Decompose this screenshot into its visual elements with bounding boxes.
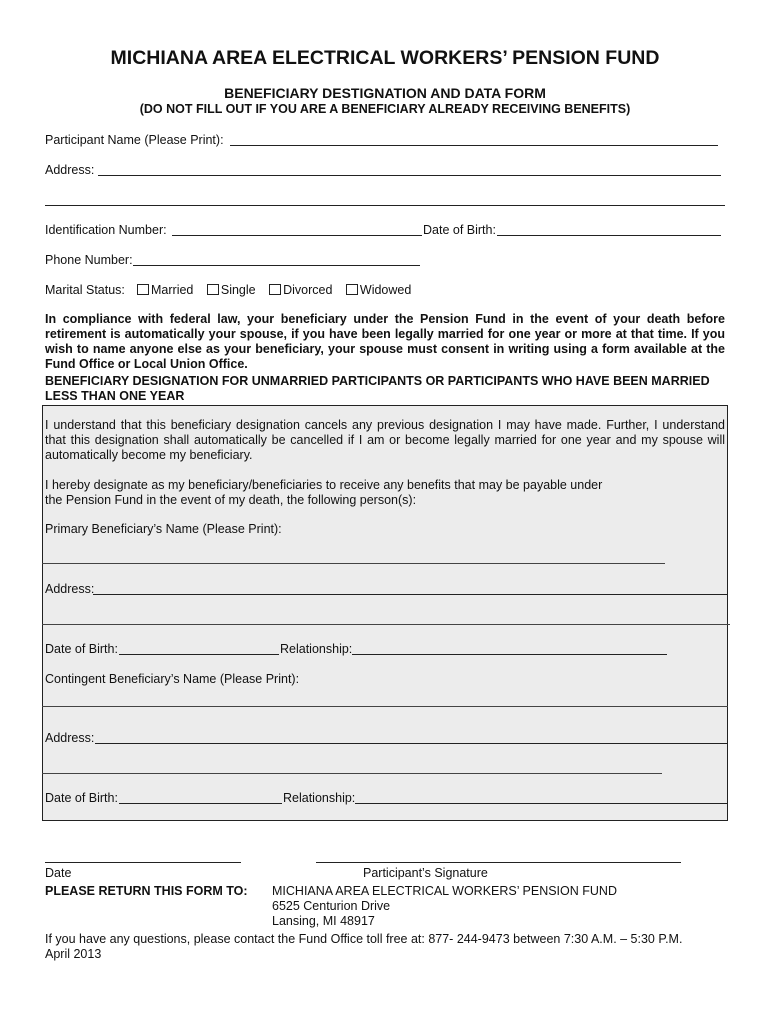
participant-address-label: Address: [45,163,95,177]
designate-paragraph-line2: the Pension Fund in the event of my death, the following person(s): [45,493,417,507]
married-checkbox[interactable] [137,284,149,295]
marital-status-options [137,283,421,298]
cancellation-paragraph: I understand that this beneficiary designation cancels any previous designation I may have made. Further, I understand that this designation shall automatically be cancelled if I am or become legally married for one year and my spouse will automatically become my beneficiary. [45,418,725,462]
form-warning: (DO NOT FILL OUT IF YOU ARE A BENEFICIARY ALREADY RECEIVING BENEFITS) [139,102,631,116]
contingent-dob-label: Date of Birth: [45,791,118,805]
federal-law-notice: In compliance with federal law, your beneficiary under the Pension Fund in the event of your death before retirement is automatically your spouse, if you have been legally married for one year or more at that time. If you wish to name anyone else as your beneficiary, your spouse must consent in writing using a form available at the Fund Office or Local Union Office. [45,312,725,371]
primary-address-field[interactable] [93,594,728,595]
form-subtitle: BENEFICIARY DESTIGNATION AND DATA FORM [224,85,546,101]
primary-dob-label: Date of Birth: [45,642,118,656]
date-label: Date [45,866,72,880]
contingent-address-field[interactable] [95,743,728,744]
participant-signature-field[interactable] [316,862,681,863]
primary-dob-field[interactable] [119,654,279,655]
phone-number-label: Phone Number: [45,253,133,267]
contingent-beneficiary-name-field[interactable] [42,706,728,707]
identification-number-label: Identification Number: [45,223,167,237]
participant-dob-label: Date of Birth: [423,223,496,237]
return-address-line2: 6525 Centurion Drive [272,899,391,913]
divorced-checkbox[interactable] [269,284,281,295]
phone-number-field[interactable] [133,265,420,266]
contingent-relationship-label: Relationship: [283,791,356,805]
date-signature-field[interactable] [45,862,241,863]
widowed-checkbox[interactable] [346,284,358,295]
single-checkbox[interactable] [207,284,219,295]
primary-relationship-field[interactable] [352,654,667,655]
marital-status-label: Marital Status: [45,283,125,297]
participant-dob-field[interactable] [497,235,721,236]
primary-relationship-label: Relationship: [280,642,353,656]
primary-beneficiary-name-field[interactable] [42,563,665,564]
primary-address-label: Address: [45,582,95,596]
contingent-relationship-field[interactable] [355,803,728,804]
participant-address-field[interactable] [98,175,721,176]
questions-contact-text: If you have any questions, please contact the Fund Office toll free at: 877- 244-9473 between 7:30 A.M. – 5:30 P.M. [45,932,683,946]
identification-number-field[interactable] [172,235,422,236]
contingent-beneficiary-name-label: Contingent Beneficiary’s Name (Please Print): [45,672,300,686]
return-form-label: PLEASE RETURN THIS FORM TO: [45,884,248,898]
contingent-address-field-line2[interactable] [42,773,662,774]
primary-beneficiary-name-label: Primary Beneficiary’s Name (Please Print): [45,522,282,536]
beneficiary-designation-header: BENEFICIARY DESIGNATION FOR UNMARRIED PARTICIPANTS OR PARTICIPANTS WHO HAVE BEEN MARRIED LESS THAN ONE YEAR [42,374,728,406]
marital-option-widowed[interactable]: Widowed [346,283,411,297]
contingent-dob-field[interactable] [119,803,282,804]
contingent-address-label: Address: [45,731,95,745]
designate-paragraph-line1: I hereby designate as my beneficiary/beneficiaries to receive any benefits that may be payable under [45,478,603,492]
participant-name-label: Participant Name (Please Print): [45,133,224,147]
marital-option-divorced[interactable]: Divorced [269,283,332,297]
form-title: MICHIANA AREA ELECTRICAL WORKERS’ PENSION FUND [110,47,660,69]
participant-address-field-line2[interactable] [45,205,725,206]
primary-address-field-line2[interactable] [42,624,730,625]
form-revision-date: April 2013 [45,947,102,961]
return-address-line1: MICHIANA AREA ELECTRICAL WORKERS’ PENSION FUND [272,884,617,898]
participant-name-field[interactable] [230,145,718,146]
marital-option-single[interactable]: Single [207,283,256,297]
return-address-line3: Lansing, MI 48917 [272,914,375,928]
marital-option-married[interactable]: Married [137,283,193,297]
participant-signature-label: Participant’s Signature [363,866,488,880]
